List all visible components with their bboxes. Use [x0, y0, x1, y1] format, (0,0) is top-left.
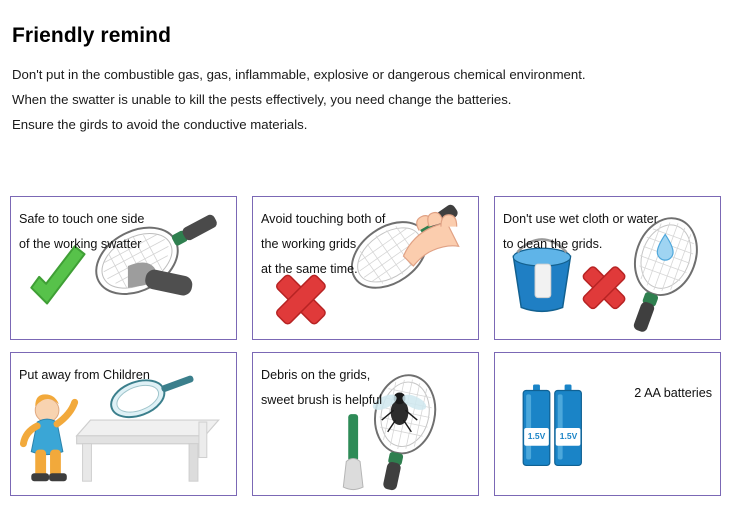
page-root [0, 24, 750, 524]
panel-5-line-1: Debris on the grids, [261, 368, 371, 382]
intro-line-2: When the swatter is unable to kill the pests effectively, you need change the batteries. [12, 92, 512, 107]
panel-3-line-1: Don't use wet cloth or water [503, 212, 658, 226]
panel-5-line-2: sweet brush is helpful [261, 393, 383, 407]
panel-1-line-2: of the working swatter [19, 237, 142, 251]
brush-icon [253, 353, 478, 495]
panel-safe-touch-one-side [10, 196, 237, 340]
battery-2-label: 1.5V [559, 431, 578, 441]
panel-3-line-2: to clean the grids. [503, 237, 603, 251]
hand-icon [11, 197, 236, 339]
red-cross-icon [253, 197, 478, 339]
instruction-grid [10, 196, 740, 496]
panel-clean-debris-with-brush [252, 352, 479, 496]
panel-1-artwork [11, 197, 236, 339]
intro-block [12, 62, 740, 137]
panel-2-line-1: Avoid touching both of [261, 212, 386, 226]
panel-no-wet-cloth-or-water [494, 196, 721, 340]
panel-2-line-2: the working grids [261, 237, 357, 251]
panel-2-line-3: at the same time. [261, 262, 358, 276]
intro-line-1: Don't put in the combustible gas, gas, inflammable, explosive or dangerous chemical environment. [12, 67, 586, 82]
panel-avoid-touching-both-grids [252, 196, 479, 340]
panel-keep-away-from-children [10, 352, 237, 496]
panel-1-line-1: Safe to touch one side [19, 212, 145, 226]
battery-icon [495, 353, 720, 495]
panel-4-artwork [11, 353, 236, 495]
panel-4-line-1: Put away from Children [19, 368, 150, 382]
panel-3-artwork [495, 197, 720, 339]
panel-batteries [494, 352, 721, 496]
panel-5-artwork [253, 353, 478, 495]
red-cross-icon [495, 197, 720, 339]
intro-line-3: Ensure the girds to avoid the conductive materials. [12, 117, 308, 132]
panel-2-artwork [253, 197, 478, 339]
page-title: Friendly remind [12, 24, 172, 47]
panel-6-artwork [495, 353, 720, 495]
panel-6-line-1: 2 AA batteries [634, 386, 712, 400]
child-icon [11, 353, 236, 495]
battery-1-label: 1.5V [527, 431, 546, 441]
